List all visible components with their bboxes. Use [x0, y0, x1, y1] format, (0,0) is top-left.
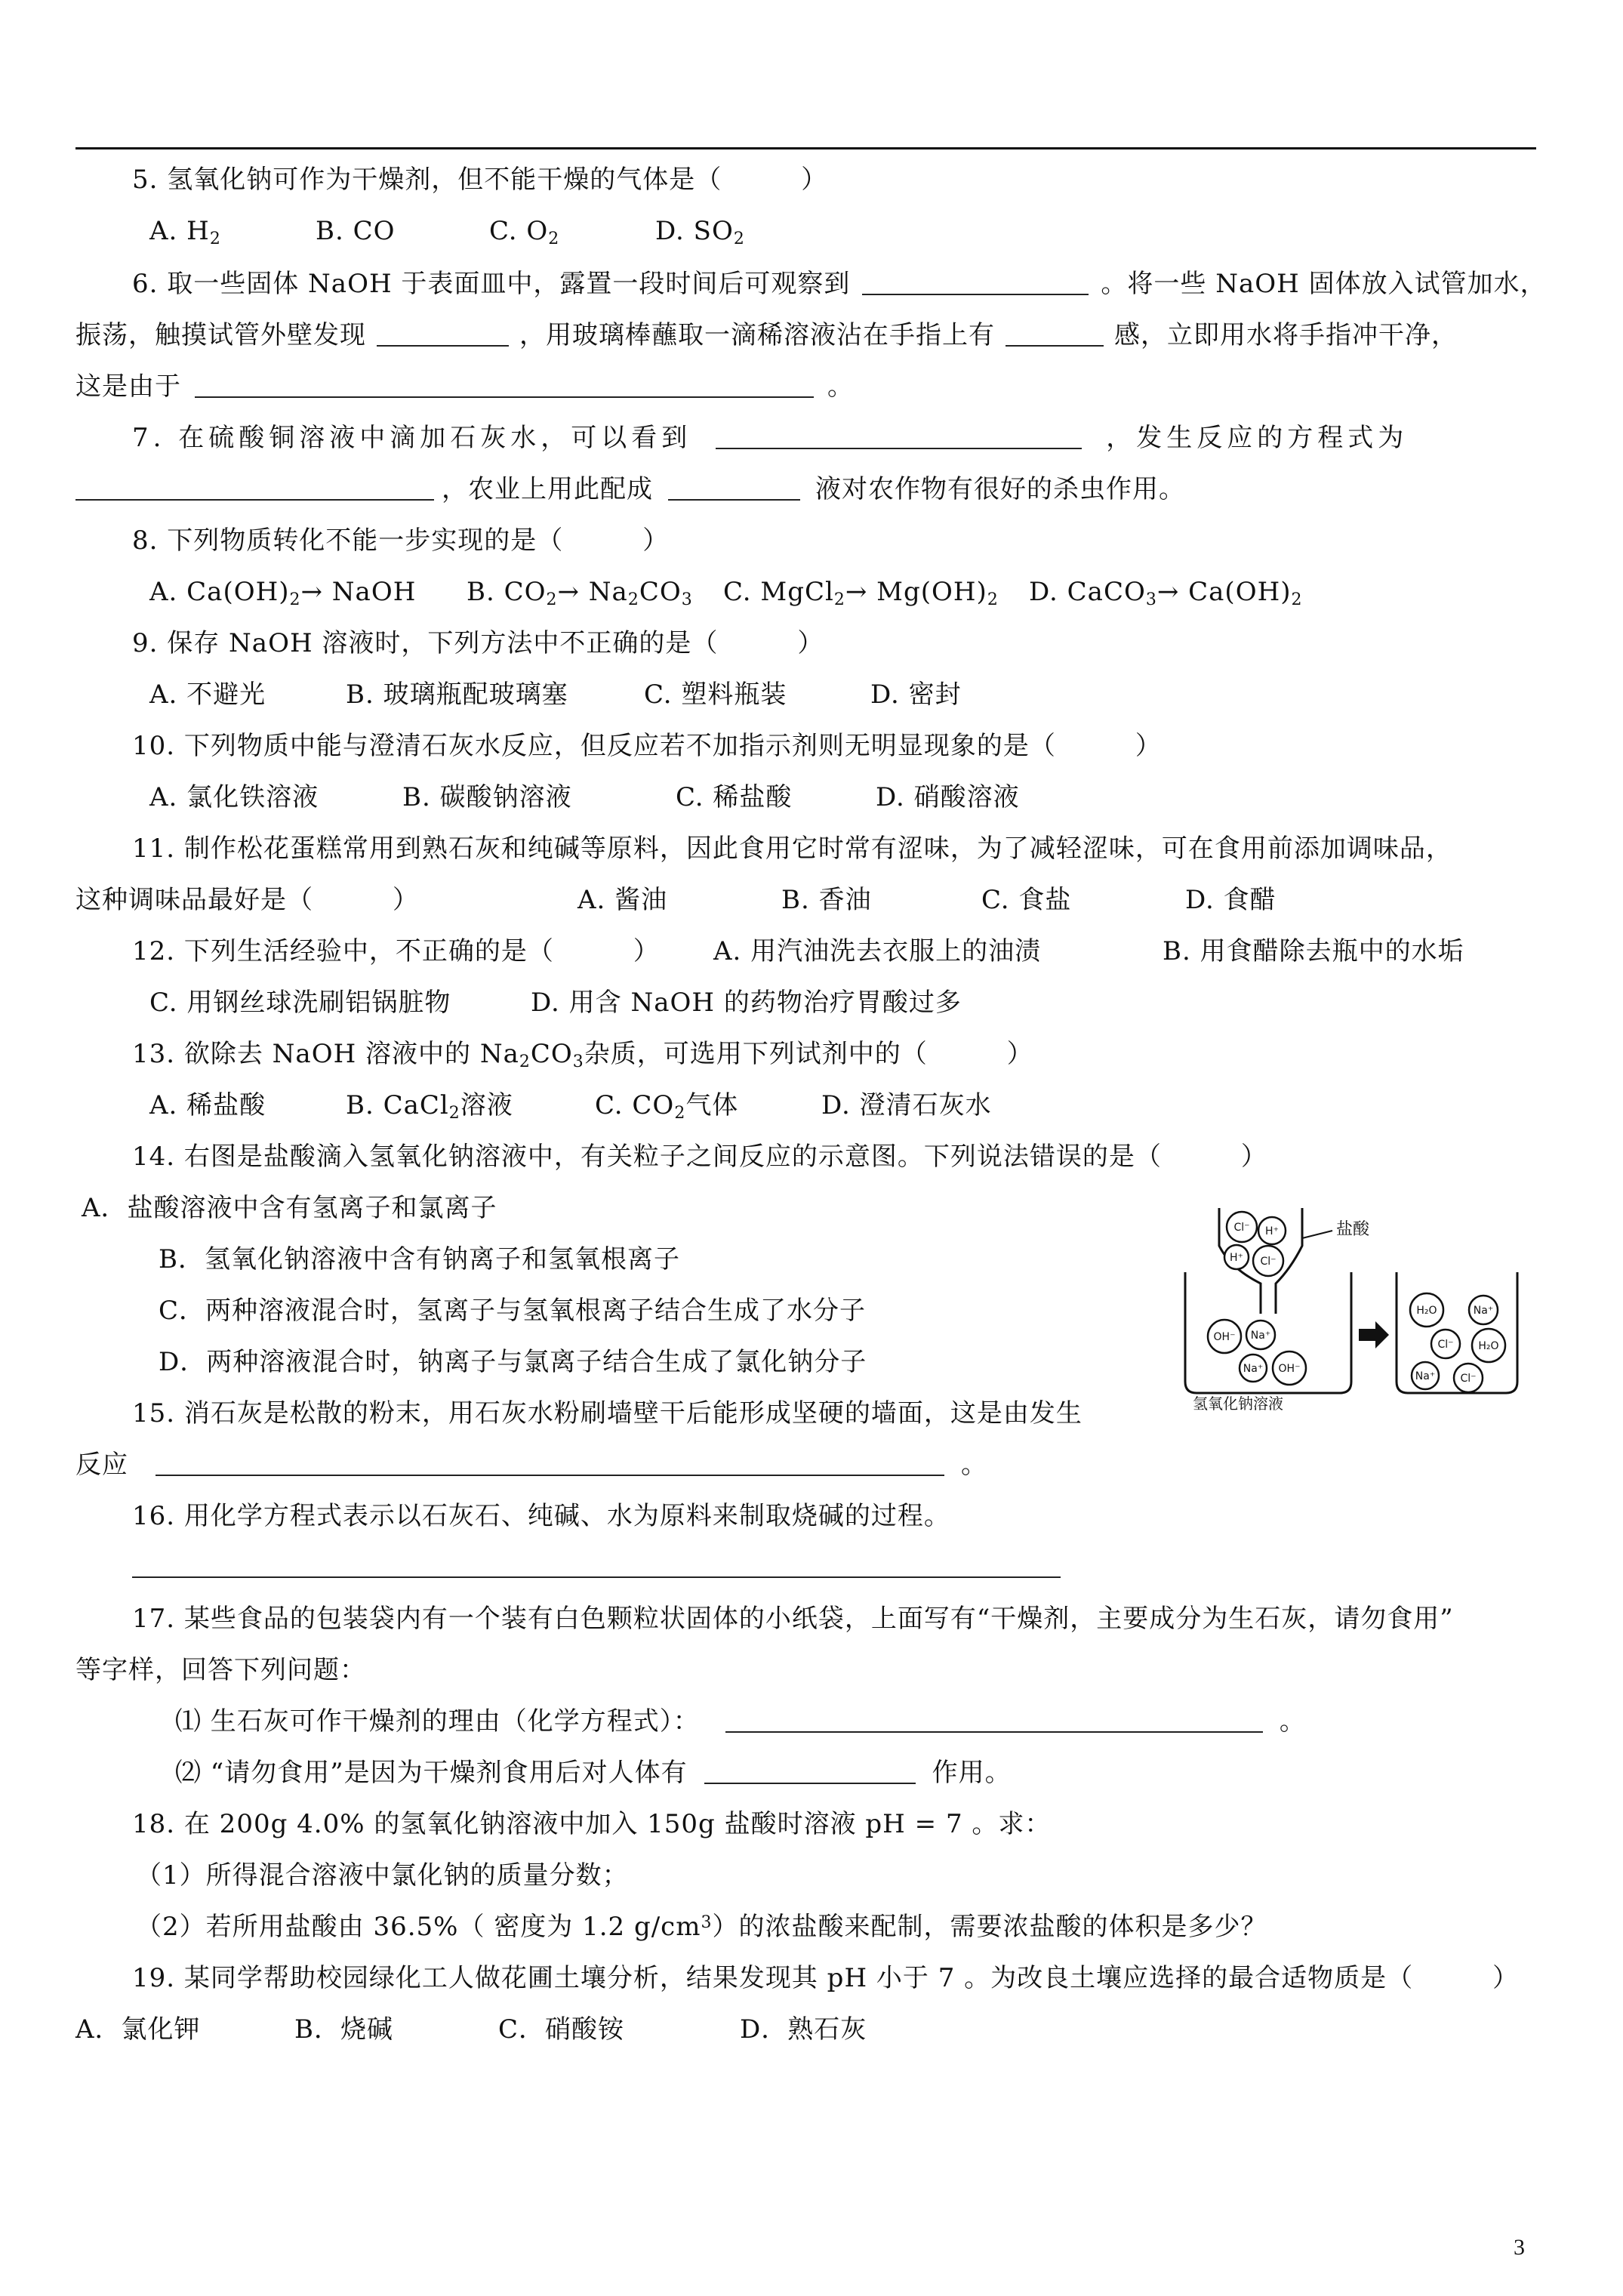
- answer-blank[interactable]: [75, 473, 434, 501]
- answer-blank[interactable]: [132, 1551, 1061, 1578]
- question-18-sub-1: （1）所得混合溶液中氯化钠的质量分数；: [136, 1860, 629, 1891]
- ion-oh-label: OH⁻: [1278, 1363, 1301, 1375]
- option-c: C．硝酸铵: [498, 2014, 625, 2045]
- option-b: B. 碳酸钠溶液: [402, 782, 572, 812]
- option-d: D. 用含 NaOH 的药物治疗胃酸过多: [531, 988, 962, 1018]
- ion-cl-label: Cl⁻: [1460, 1373, 1477, 1385]
- question-18-sub-2: （2）若所用盐酸由 36.5%（ 密度为 1.2 $g/cm^3$）的浓盐酸来配制，需要浓盐酸的体积是多少？: [136, 1912, 1267, 1942]
- arrow-icon: [1359, 1321, 1389, 1348]
- question-17-sub-1: ⑴ 生石灰可作干燥剂的理由（化学方程式）： 。: [175, 1706, 1306, 1737]
- question-14-option-b: B．氢氧化钠溶液中含有钠离子和氢氧根离子: [159, 1244, 680, 1274]
- answer-blank[interactable]: [716, 422, 1082, 449]
- question-9-options: [149, 678, 962, 711]
- question-18-stem: 18. 在 200g 4.0% 的氢氧化钠溶液中加入 150g 盐酸时溶液 pH = 7 。求：: [132, 1809, 1052, 1839]
- label-pointer: [1302, 1231, 1332, 1238]
- option-a: A. 用汽油洗去衣服上的油渍: [713, 936, 1042, 966]
- question-15-line-2: 反应 。: [75, 1450, 987, 1480]
- option-a: A. 氯化铁溶液: [149, 782, 319, 812]
- answer-blank[interactable]: [1006, 319, 1104, 347]
- option-c: C. 食盐: [981, 885, 1072, 915]
- answer-blank[interactable]: [725, 1706, 1263, 1733]
- question-6-line-2: 振荡，触摸试管外壁发现 ，用玻璃棒蘸取一滴稀溶液沾在手指上有 感，立即用水将手指冲干净，: [75, 320, 1458, 350]
- label-sodium-hydroxide: 氢氧化钠溶液: [1193, 1395, 1283, 1412]
- question-7-line-1: 7. 在硫酸铜溶液中滴加石灰水，可以看到 ，发生反应的方程式为: [132, 423, 1409, 453]
- question-17-sub-2: ⑵ “请勿食用”是因为干燥剂食用后对人体有 作用。: [175, 1758, 1012, 1788]
- question-11-line-2: 这种调味品最好是（ ） A. 酱油 B. 香油 C. 食盐 D. 食醋: [75, 885, 1277, 915]
- option-b: B．烧碱: [294, 2014, 393, 2045]
- answer-blank[interactable]: [377, 319, 509, 347]
- ion-cl-label: Cl⁻: [1260, 1256, 1277, 1268]
- option-c: C. $CO_2$气体: [595, 1090, 739, 1123]
- option-b: B. 用食醋除去瓶中的水垢: [1163, 936, 1464, 966]
- question-12-line-2: [149, 986, 962, 1019]
- question-5-stem: 5. 氢氧化钠可作为干燥剂，但不能干燥的气体是（ ）: [132, 165, 828, 195]
- question-14-option-a: A．盐酸溶液中含有氢离子和氯离子: [82, 1193, 497, 1223]
- page-number: 3: [1514, 2235, 1525, 2260]
- question-11-line-1: 11. 制作松花蛋糕常用到熟石灰和纯碱等原料，因此食用它时常有涩味，为了减轻涩味，可在食用前添加调味品，: [132, 834, 1452, 864]
- option-c: C. 用钢丝球洗刷铝锅脏物: [149, 988, 451, 1018]
- option-d: D. 食醋: [1185, 885, 1277, 915]
- reaction-diagram: [1178, 1200, 1525, 1412]
- question-12-line-1: 12. 下列生活经验中，不正确的是（ ） A. 用汽油洗去衣服上的油渍 B. 用食醋除去瓶中的水垢: [132, 936, 1464, 966]
- answer-blank[interactable]: [862, 268, 1089, 295]
- option-d: D. CaCO$_3$→ $Ca(OH)_2$: [1029, 577, 1303, 609]
- option-b: B. CO: [316, 216, 396, 246]
- ion-na-label: Na⁺: [1415, 1370, 1436, 1382]
- option-a: A. $Ca(OH)_2\to$ NaOH: [149, 577, 417, 609]
- question-5-options: [149, 214, 745, 248]
- ion-oh-label: OH⁻: [1213, 1331, 1236, 1343]
- option-a: A．氯化钾: [75, 2014, 201, 2045]
- ion-na-label: Na⁺: [1250, 1330, 1271, 1342]
- question-6-line-3: 这是由于 。: [75, 371, 854, 402]
- option-a: A. 不避光: [149, 680, 266, 710]
- ion-na-label: Na⁺: [1473, 1305, 1494, 1317]
- ion-h-label: H⁺: [1230, 1252, 1243, 1264]
- ion-cl-label: Cl⁻: [1437, 1339, 1454, 1351]
- question-17-line-1: 17. 某些食品的包装袋内有一个装有白色颗粒状固体的小纸袋，上面写有“干燥剂，主要成分为生石灰，请勿食用”: [132, 1604, 1454, 1634]
- question-8-stem: 8. 下列物质转化不能一步实现的是（ ）: [132, 525, 670, 556]
- ion-na-label: Na⁺: [1243, 1363, 1264, 1375]
- option-d: D. 密封: [870, 680, 962, 710]
- question-10-stem: 10. 下列物质中能与澄清石灰水反应，但反应若不加指示剂则无明显现象的是（ ）: [132, 731, 1162, 761]
- answer-blank[interactable]: [704, 1757, 916, 1784]
- option-c: C. 稀盐酸: [676, 782, 793, 812]
- question-13-options: [149, 1089, 992, 1122]
- option-d: D. 硝酸溶液: [876, 782, 1020, 812]
- question-14-option-d: D．两种溶液混合时，钠离子与氯离子结合生成了氯化钠分子: [159, 1347, 867, 1377]
- question-19-stem: 19. 某同学帮助校园绿化工人做花圃土壤分析，结果发现其 pH 小于 7 。为改良土壤应选择的最合适物质是（ ）: [132, 1963, 1520, 1993]
- option-d: D．熟石灰: [740, 2014, 867, 2045]
- option-a: A. 酱油: [577, 885, 668, 915]
- question-16-stem: 16. 用化学方程式表示以石灰石、纯碱、水为原料来制取烧碱的过程。: [132, 1501, 950, 1531]
- answer-blank[interactable]: [156, 1449, 944, 1476]
- option-c: C. 塑料瓶装: [644, 680, 787, 710]
- label-hydrochloric-acid: 盐酸: [1336, 1220, 1370, 1239]
- option-c: C. $O_2$: [489, 216, 560, 248]
- option-a: A. 稀盐酸: [149, 1090, 266, 1120]
- option-b: B. $CO_2\to Na_2CO_3$: [467, 577, 693, 609]
- question-8-options: [149, 575, 1302, 609]
- question-6-line-1: 6. 取一些固体 NaOH 于表面皿中，露置一段时间后可观察到 。将一些 NaOH 固体放入试管加水，: [132, 269, 1547, 299]
- question-9-stem: 9. 保存 NaOH 溶液时，下列方法中不正确的是（ ）: [132, 628, 824, 658]
- option-b: B. 香油: [781, 885, 872, 915]
- answer-blank[interactable]: [195, 371, 814, 398]
- option-c: C. MgCl$_2$→ $Mg(OH)_2$: [723, 577, 999, 609]
- option-b: B. 玻璃瓶配玻璃塞: [346, 680, 568, 710]
- ion-h-label: H⁺: [1265, 1225, 1279, 1237]
- ion-cl-label: Cl⁻: [1233, 1222, 1250, 1234]
- water-molecule-label: H₂O: [1416, 1305, 1437, 1317]
- question-7-line-2: ，农业上用此配成 液对农作物有很好的杀虫作用。: [75, 473, 1185, 506]
- option-d: D. 澄清石灰水: [821, 1090, 992, 1120]
- question-10-options: [149, 781, 1020, 814]
- answer-blank[interactable]: [668, 473, 800, 501]
- question-13-stem: 13. 欲除去 NaOH 溶液中的 $Na_2CO_3$杂质，可选用下列试剂中的（ ）: [132, 1039, 1033, 1071]
- water-molecule-label: H₂O: [1478, 1340, 1499, 1352]
- question-19-options: [75, 2013, 867, 2046]
- question-14-option-c: C．两种溶液混合时，氢离子与氢氧根离子结合生成了水分子: [159, 1296, 867, 1326]
- option-d: D. $SO_2$: [655, 216, 745, 248]
- header-rule: [75, 147, 1536, 149]
- question-17-line-2: 等字样，回答下列问题：: [75, 1655, 366, 1685]
- option-b: B. CaCl$_2$溶液: [346, 1090, 513, 1123]
- question-15-line-1: 15. 消石灰是松散的粉末，用石灰水粉刷墙壁干后能形成坚硬的墙面，这是由发生: [132, 1398, 1083, 1428]
- option-a: A. $H_2$: [149, 216, 221, 248]
- question-14-stem: 14. 右图是盐酸滴入氢氧化钠溶液中，有关粒子之间反应的示意图。下列说法错误的是（ ）: [132, 1142, 1267, 1172]
